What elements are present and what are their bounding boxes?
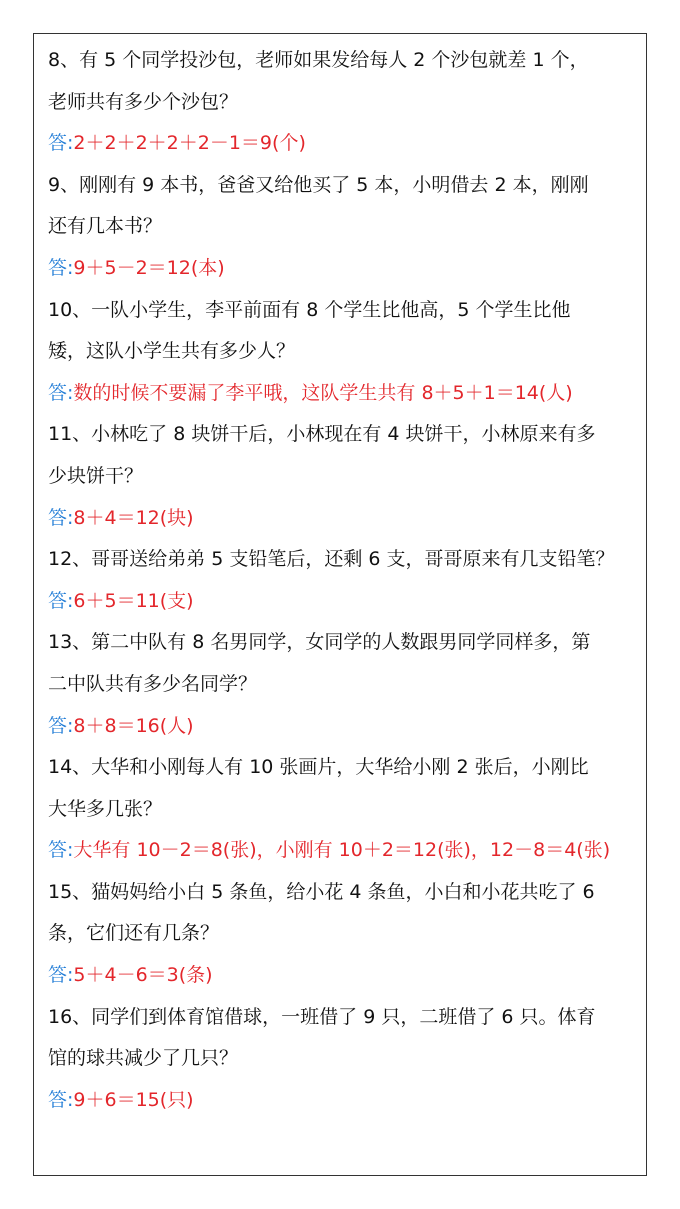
question-line: 10、一队小学生，李平前面有 8 个学生比他高，5 个学生比他 [48, 298, 571, 321]
question-line: 15、猫妈妈给小白 5 条鱼，给小花 4 条鱼，小白和小花共吃了 6 [48, 880, 595, 903]
answer-text: 数的时候不要漏了李平哦，这队学生共有 8＋5＋1＝14(人) [73, 381, 573, 404]
answer-line [48, 830, 648, 872]
question-line: 老师共有多少个沙包？ [48, 90, 239, 113]
answer-line [48, 373, 648, 415]
answer-text: 2＋2＋2＋2＋2－1＝9(个) [73, 132, 306, 155]
question-line: 13、第二中队有 8 名男同学，女同学的人数跟男同学同样多，第 [48, 631, 591, 654]
answer-text: 9＋6＝15(只) [73, 1088, 194, 1111]
answer-label: 答: [48, 589, 74, 612]
question-line: 16、同学们到体育馆借球，一班借了 9 只，二班借了 6 只。体育 [48, 1005, 596, 1028]
answer-line [48, 581, 648, 623]
answer-label: 答: [48, 256, 74, 279]
answer-line [48, 498, 648, 540]
answer-label: 答: [48, 381, 74, 404]
answer-label: 答: [48, 132, 74, 155]
answer-line [48, 706, 648, 748]
question-line: 14、大华和小刚每人有 10 张画片，大华给小刚 2 张后，小刚比 [48, 756, 589, 779]
answer-text: 大华有 10－2＝8(张)，小刚有 10＋2＝12(张)，12－8＝4(张) [73, 839, 611, 862]
answer-label: 答: [48, 714, 74, 737]
question-line: 条，它们还有几条？ [48, 922, 220, 945]
problem-list [48, 40, 648, 1121]
answer-line [48, 955, 648, 997]
answer-line [48, 1080, 648, 1122]
answer-label: 答: [48, 964, 74, 987]
answer-label: 答: [48, 839, 74, 862]
answer-text: 8＋4＝12(块) [73, 506, 194, 529]
question-line: 馆的球共减少了几只？ [48, 1047, 239, 1070]
question-line: 二中队共有多少名同学？ [48, 672, 258, 695]
answer-label: 答: [48, 1088, 74, 1111]
answer-text: 6＋5＝11(支) [73, 589, 194, 612]
question-line: 矮，这队小学生共有多少人？ [48, 340, 296, 363]
question-line: 8、有 5 个同学投沙包，老师如果发给每人 2 个沙包就差 1 个， [48, 49, 589, 71]
answer-line [48, 123, 648, 165]
question-line: 还有几本书？ [48, 215, 163, 238]
question-line: 12、哥哥送给弟弟 5 支铅笔后，还剩 6 支，哥哥原来有几支铅笔？ [48, 548, 615, 571]
answer-label: 答: [48, 506, 74, 529]
answer-text: 8＋8＝16(人) [73, 714, 194, 737]
question-line: 9、刚刚有 9 本书，爸爸又给他买了 5 本，小明借去 2 本，刚刚 [48, 173, 589, 196]
question-line: 11、小林吃了 8 块饼干后，小林现在有 4 块饼干，小林原来有多 [48, 423, 596, 446]
question-line: 大华多几张？ [48, 797, 163, 820]
answer-text: 5＋4－6＝3(条) [73, 964, 213, 987]
question-line: 少块饼干？ [48, 464, 144, 487]
answer-text: 9＋5－2＝12(本) [73, 256, 225, 279]
answer-line [48, 248, 648, 290]
